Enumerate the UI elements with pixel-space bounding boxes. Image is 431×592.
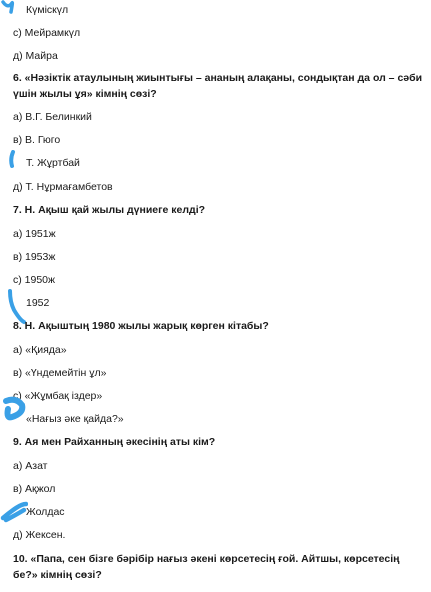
q9-answer-d: д) Жексен. bbox=[13, 529, 66, 541]
q8-answer-c: с) «Жұмбақ іздер» bbox=[13, 390, 103, 402]
q9-answer-a: а) Азат bbox=[13, 460, 48, 472]
answer-c-meiramkul: с) Мейрамкүл bbox=[13, 27, 81, 39]
q8-answer-b: в) «Үндемейтін ұл» bbox=[13, 367, 107, 379]
question-7: 7. Н. Ақыш қай жылы дүниеге келді? bbox=[13, 204, 206, 216]
question-6: 6. «Нәзіктік атаулының жиынтығы – ананың алақаны, сондықтан да ол – сәби үшін жылы ұя» кімнің сөзі? bbox=[13, 72, 423, 100]
q7-answer-a: а) 1951ж bbox=[13, 228, 56, 240]
q7-answer-d: 1952 bbox=[26, 297, 50, 309]
q6-answer-a: а) В.Г. Белинкий bbox=[13, 111, 92, 123]
marker-stroke-2 bbox=[5, 150, 23, 170]
q6-answer-d: д) Т. Нұрмағамбетов bbox=[13, 181, 113, 193]
answer-b-kumiskul: Күміскүл bbox=[26, 4, 69, 16]
q6-answer-b: в) В. Гюго bbox=[13, 134, 61, 146]
q9-answer-c: Жолдас bbox=[26, 506, 65, 518]
question-9: 9. Ая мен Райханның әкесінің аты кім? bbox=[13, 436, 216, 448]
marker-stroke-4 bbox=[2, 395, 26, 425]
marker-stroke-5 bbox=[0, 498, 28, 524]
q6-answer-c: Т. Жұртбай bbox=[26, 157, 80, 169]
q8-answer-a: а) «Қияда» bbox=[13, 344, 67, 356]
q8-answer-d: «Нағыз әке қайда?» bbox=[26, 413, 124, 425]
question-8: 8. Н. Ақыштың 1980 жылы жарық көрген кітабы? bbox=[13, 320, 269, 332]
question-10: 10. «Папа, сен бізге бәрібір нағыз әкені көрсетесің ғой. Айтшы, көрсетесің бе?» кімнің сөзі? bbox=[13, 553, 400, 581]
q9-answer-b: в) Ақжол bbox=[13, 483, 56, 495]
answer-d-maira: д) Майра bbox=[13, 50, 58, 62]
q7-answer-c: с) 1950ж bbox=[13, 274, 56, 286]
q7-answer-b: в) 1953ж bbox=[13, 251, 56, 263]
marker-stroke-1 bbox=[0, 0, 20, 16]
